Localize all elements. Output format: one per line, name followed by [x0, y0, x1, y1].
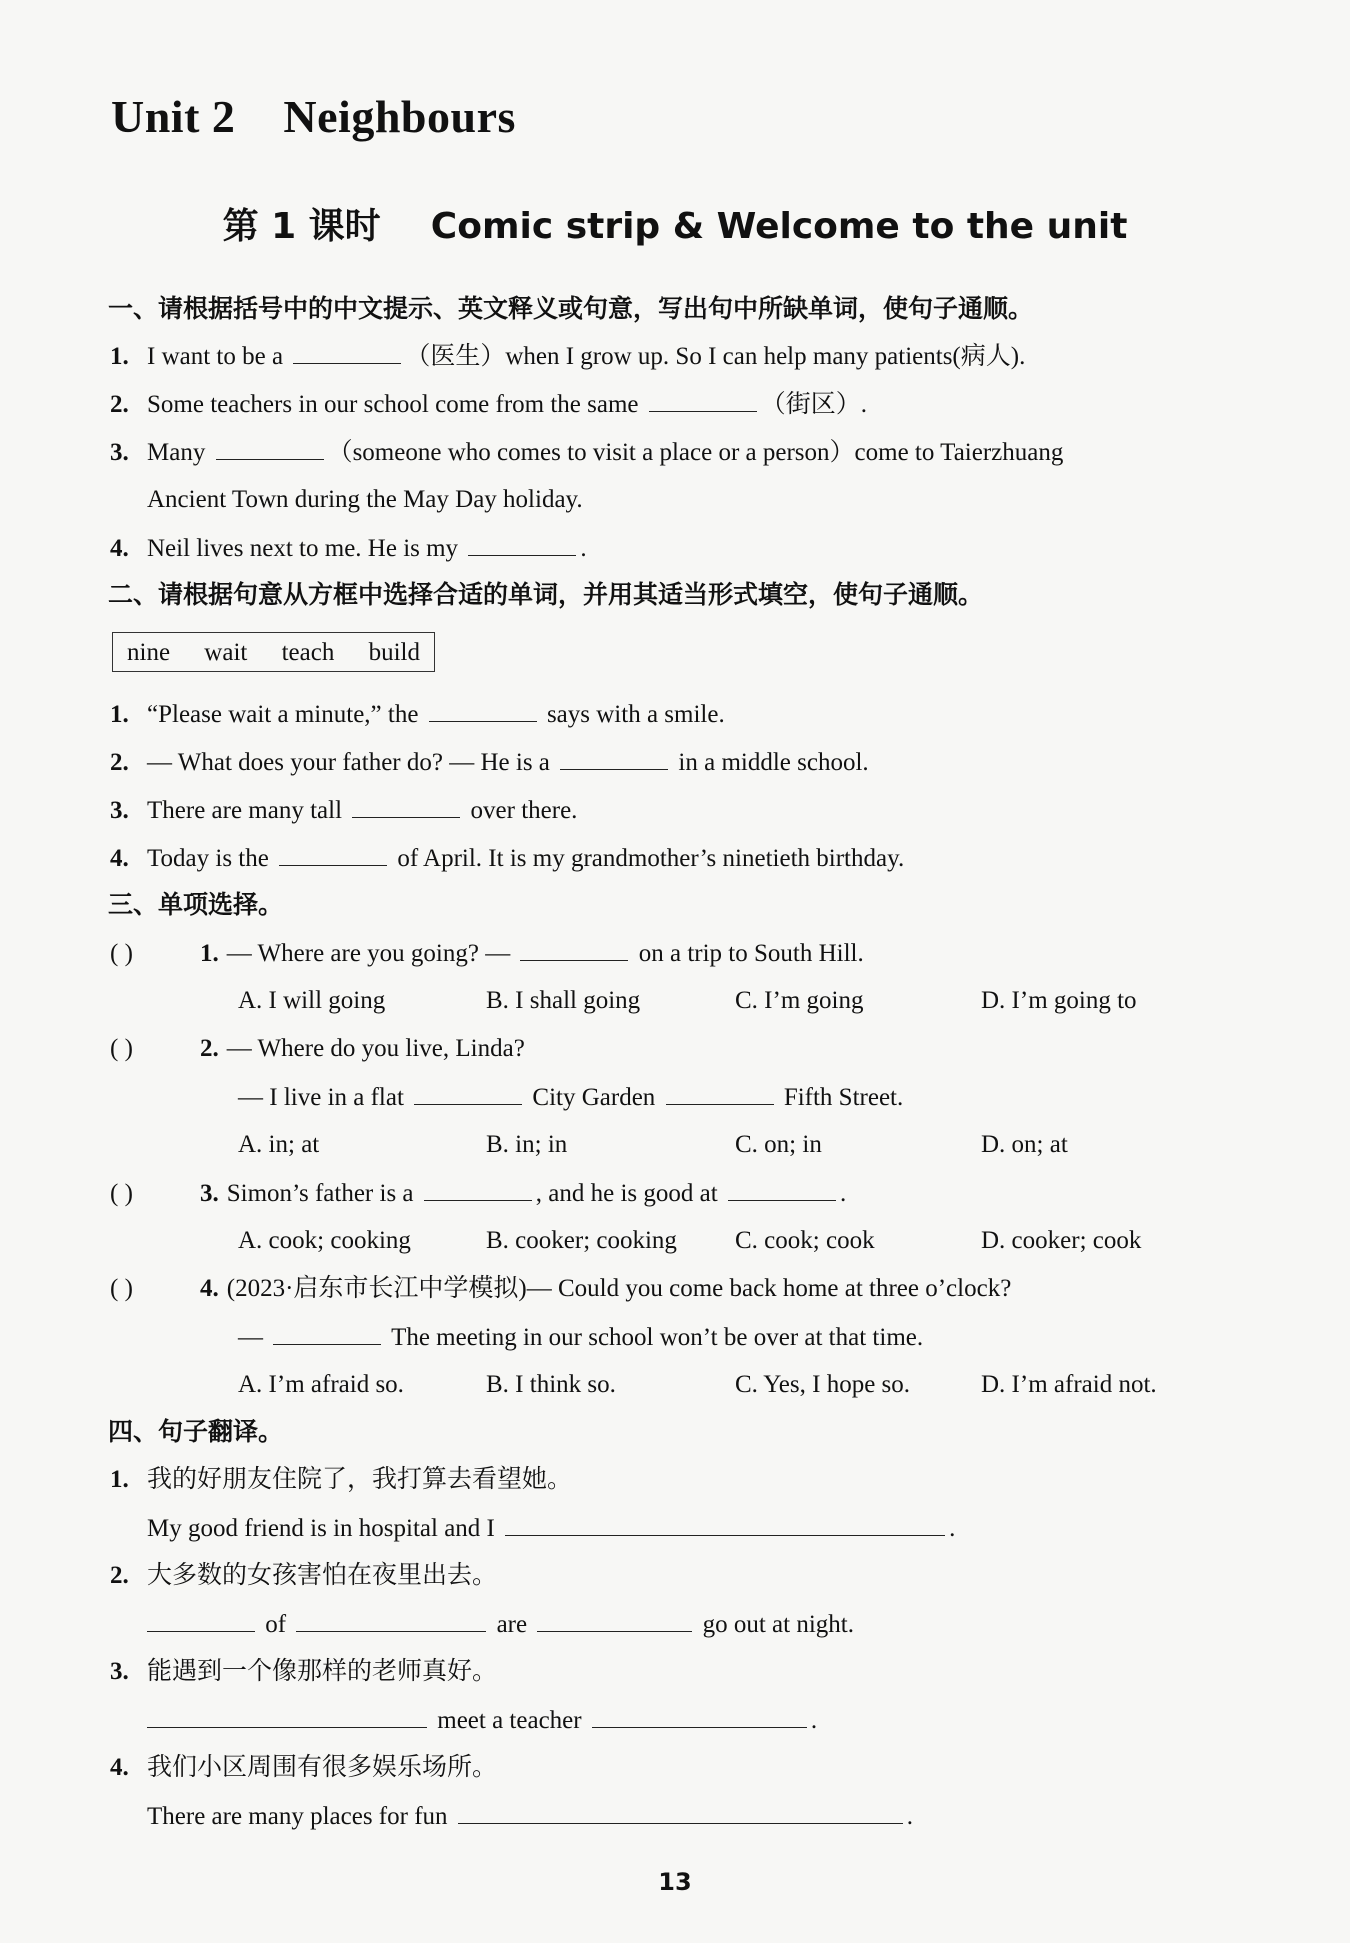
- question-number: 2.: [200, 1035, 219, 1062]
- option-c[interactable]: C. on; in: [735, 1131, 822, 1158]
- page-number: 13: [658, 1868, 692, 1896]
- unit-title: Unit 2 Neighbours: [111, 91, 516, 142]
- word-box-item: wait: [204, 639, 248, 666]
- answer-blank[interactable]: [424, 1176, 532, 1201]
- s3-question-1: ( ) 1. — Where are you going? — on a trip to South Hill.: [110, 936, 864, 971]
- answer-blank[interactable]: [216, 435, 324, 460]
- s3-question-4: ( ) 4. (2023·启东市长江中学模拟)— Could you come back home at three o’clock?: [110, 1272, 1011, 1306]
- question-number: 1.: [110, 1466, 129, 1493]
- option-b[interactable]: B. I think so.: [486, 1371, 616, 1398]
- answer-blank[interactable]: [560, 745, 668, 770]
- s3-question-3: ( ) 3. Simon’s father is a , and he is good at .: [110, 1176, 846, 1211]
- s4-question-2-english: of are go out at night.: [143, 1607, 854, 1642]
- question-number: 4.: [110, 535, 129, 562]
- s1-question-3: 3. Many （someone who comes to visit a place or a person）come to Taierzhuang: [110, 435, 1063, 470]
- answer-blank[interactable]: [537, 1607, 692, 1632]
- answer-blank[interactable]: [520, 936, 628, 961]
- word-box-item: nine: [127, 639, 171, 666]
- s4-question-1-english: My good friend is in hospital and I .: [147, 1511, 955, 1546]
- s3-question-4-line2: — The meeting in our school won’t be over at that time.: [238, 1320, 923, 1355]
- s1-question-1: 1. I want to be a （医生）when I grow up. So I can help many patients(病人).: [110, 339, 1025, 374]
- question-number: 3.: [110, 1658, 129, 1685]
- question-number: 4.: [110, 1754, 129, 1781]
- answer-blank[interactable]: [414, 1080, 522, 1105]
- answer-blank[interactable]: [458, 1799, 903, 1824]
- question-number: 1.: [110, 343, 129, 370]
- option-a[interactable]: A. cook; cooking: [238, 1227, 411, 1254]
- answer-blank[interactable]: [728, 1176, 836, 1201]
- option-d[interactable]: D. on; at: [981, 1131, 1068, 1158]
- answer-blank[interactable]: [273, 1320, 381, 1345]
- s4-question-3-english: meet a teacher .: [143, 1703, 817, 1738]
- question-number: 2.: [110, 749, 129, 776]
- question-number: 2.: [110, 391, 129, 418]
- question-number: 2.: [110, 1562, 129, 1589]
- word-box-item: teach: [281, 639, 335, 666]
- answer-blank[interactable]: [649, 387, 757, 412]
- s4-question-3-chinese: 3. 能遇到一个像那样的老师真好。: [110, 1655, 497, 1689]
- answer-blank[interactable]: [429, 697, 537, 722]
- s1-question-4: 4. Neil lives next to me. He is my .: [110, 531, 587, 566]
- section3-heading: 三、单项选择。: [108, 890, 284, 919]
- option-c[interactable]: C. cook; cook: [735, 1227, 875, 1254]
- s4-question-1-chinese: 1. 我的好朋友住院了，我打算去看望她。: [110, 1463, 572, 1497]
- s2-question-1: 1. “Please wait a minute,” the says with a smile.: [110, 697, 725, 732]
- option-c[interactable]: C. Yes, I hope so.: [735, 1371, 911, 1398]
- answer-blank[interactable]: [468, 531, 576, 556]
- s2-question-3: 3. There are many tall over there.: [110, 793, 577, 828]
- answer-parentheses[interactable]: ( ): [110, 940, 133, 967]
- option-d[interactable]: D. I’m going to: [981, 987, 1137, 1014]
- option-b[interactable]: B. cooker; cooking: [486, 1227, 677, 1254]
- s1-question-3-continued: Ancient Town during the May Day holiday.: [147, 486, 583, 513]
- question-number: 4.: [200, 1275, 219, 1302]
- lesson-title: 第 1 课时 Comic strip & Welcome to the unit: [222, 206, 1128, 247]
- question-number: 1.: [200, 940, 219, 967]
- option-d[interactable]: D. I’m afraid not.: [981, 1371, 1157, 1398]
- question-number: 4.: [110, 845, 129, 872]
- option-b[interactable]: B. I shall going: [486, 987, 641, 1014]
- answer-blank[interactable]: [505, 1511, 945, 1536]
- answer-parentheses[interactable]: ( ): [110, 1275, 133, 1302]
- option-c[interactable]: C. I’m going: [735, 987, 864, 1014]
- option-b[interactable]: B. in; in: [486, 1131, 568, 1158]
- answer-blank[interactable]: [147, 1703, 427, 1728]
- section2-heading: 二、请根据句意从方框中选择合适的单词，并用其适当形式填空，使句子通顺。: [108, 580, 984, 609]
- s3-question-2-line2: — I live in a flat City Garden Fifth Street.: [238, 1080, 903, 1115]
- s4-question-2-chinese: 2. 大多数的女孩害怕在夜里出去。: [110, 1559, 497, 1593]
- question-number: 3.: [110, 797, 129, 824]
- answer-blank[interactable]: [352, 793, 460, 818]
- answer-blank[interactable]: [592, 1703, 807, 1728]
- option-d[interactable]: D. cooker; cook: [981, 1227, 1142, 1254]
- answer-blank[interactable]: [666, 1080, 774, 1105]
- option-a[interactable]: A. in; at: [238, 1131, 320, 1158]
- question-number: 1.: [110, 701, 129, 728]
- word-box: [112, 632, 435, 672]
- s2-question-2: 2. — What does your father do? — He is a in a middle school.: [110, 745, 869, 780]
- s4-question-4-english: There are many places for fun .: [147, 1799, 913, 1834]
- answer-parentheses[interactable]: ( ): [110, 1180, 133, 1207]
- section1-heading: 一、请根据括号中的中文提示、英文释义或句意，写出句中所缺单词，使句子通顺。: [108, 294, 1034, 323]
- s3-question-2: ( ) 2. — Where do you live, Linda?: [110, 1032, 525, 1066]
- answer-blank[interactable]: [279, 841, 387, 866]
- s4-question-4-chinese: 4. 我们小区周围有很多娱乐场所。: [110, 1751, 497, 1785]
- section4-heading: 四、句子翻译。: [108, 1417, 284, 1446]
- question-number: 3.: [200, 1180, 219, 1207]
- s1-question-2: 2. Some teachers in our school come from the same （街区）.: [110, 387, 867, 422]
- option-a[interactable]: A. I’m afraid so.: [238, 1371, 404, 1398]
- answer-blank[interactable]: [147, 1607, 255, 1632]
- answer-blank[interactable]: [296, 1607, 486, 1632]
- question-number: 3.: [110, 439, 129, 466]
- option-a[interactable]: A. I will going: [238, 987, 386, 1014]
- word-box-item: build: [368, 639, 420, 666]
- s2-question-4: 4. Today is the of April. It is my grandmother’s ninetieth birthday.: [110, 841, 904, 876]
- answer-parentheses[interactable]: ( ): [110, 1035, 133, 1062]
- answer-blank[interactable]: [293, 339, 401, 364]
